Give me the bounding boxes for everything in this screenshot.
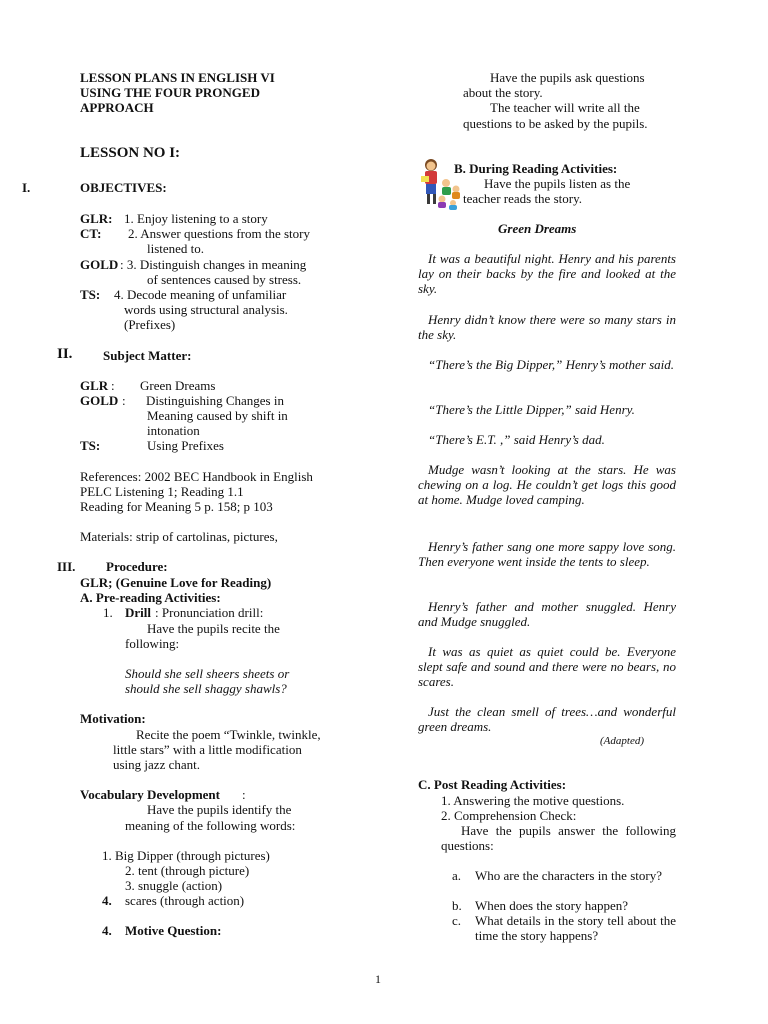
motivation-label: Motivation: [80, 711, 146, 726]
subj-ts-text: Using Prefixes [147, 438, 224, 453]
obj-glr-text: 1. Enjoy listening to a story [124, 211, 268, 226]
vocab-word-1: 1. Big Dipper (through pictures) [102, 848, 270, 863]
post-reading-item-1: 1. Answering the motive questions. [441, 793, 625, 808]
vocab-label: Vocabulary Development [80, 787, 220, 802]
post-reading-item-2: 2. Comprehension Check: [441, 808, 577, 823]
header-line-2: USING THE FOUR PRONGED [80, 85, 260, 100]
obj-gold-text2: of sentences caused by stress. [147, 272, 302, 287]
question-a: Who are the characters in the story? [475, 868, 662, 883]
page-number: 1 [375, 972, 381, 986]
during-reading-text-1: Have the pupils listen as the [484, 176, 631, 191]
subj-glr-label: GLR [80, 378, 109, 393]
during-reading-text-2: teacher reads the story. [463, 191, 582, 206]
story-paragraph-9: It was as quiet as quiet could be. Everyone slept safe and sound and there were no bears, no scares. [418, 644, 676, 689]
procedure-glr: GLR; (Genuine Love for Reading) [80, 575, 272, 590]
obj-ts-text3: (Prefixes) [124, 317, 176, 332]
intro-line-4: questions to be asked by the pupils. [463, 116, 648, 131]
motivation-text-3: using jazz chant. [113, 757, 200, 772]
tongue-twister-1: Should she sell sheers sheets or [125, 666, 290, 681]
question-a-label: a. [452, 868, 462, 883]
subj-glr-text: Green Dreams [140, 378, 216, 393]
question-b: When does the story happen? [475, 898, 629, 913]
materials-line: Materials: strip of cartolinas, pictures, [80, 529, 278, 544]
references-line-3: Reading for Meaning 5 p. 158; p 103 [80, 499, 273, 514]
objectives-number: I. [22, 180, 31, 195]
vocab-word-3: 3. snuggle (action) [125, 878, 223, 893]
drill-number: 1. [103, 605, 113, 620]
drill-label: Drill [125, 605, 151, 620]
procedure-number: III. [57, 559, 76, 574]
procedure-heading: Procedure: [106, 559, 168, 574]
motive-question-label: Motive Question: [125, 923, 222, 938]
vocab-word-4-number: 4. [102, 893, 112, 908]
during-reading-heading: B. During Reading Activities: [454, 161, 618, 176]
question-b-label: b. [452, 898, 462, 913]
vocab-instruction-2: meaning of the following words: [125, 818, 296, 833]
story-paragraph-4: “There’s the Little Dipper,” said Henry. [428, 402, 635, 417]
drill-instruction-2: following: [125, 636, 180, 651]
story-paragraph-3: “There’s the Big Dipper,” Henry’s mother said. [428, 357, 675, 372]
references-line-1: References: 2002 BEC Handbook in English [80, 469, 313, 484]
story-paragraph-10: Just the clean smell of trees…and wonderful green dreams. [418, 704, 676, 734]
vocab-word-4: scares (through action) [125, 893, 245, 908]
subj-glr-colon: : [111, 378, 115, 393]
obj-ct-label: CT: [80, 226, 102, 241]
story-title: Green Dreams [498, 221, 577, 236]
intro-line-1: Have the pupils ask questions [490, 70, 645, 85]
drill-text: : Pronunciation drill: [155, 605, 264, 620]
vocab-word-2: 2. tent (through picture) [125, 863, 250, 878]
subj-gold-text3: intonation [147, 423, 200, 438]
adapted-note: (Adapted) [600, 735, 644, 747]
pre-reading-heading: A. Pre-reading Activities: [80, 590, 221, 605]
story-paragraph-2: Henry didn’t know there were so many stars in the sky. [418, 312, 676, 342]
objectives-heading: OBJECTIVES: [80, 180, 167, 195]
obj-glr-label: GLR: [80, 211, 113, 226]
obj-ct-text2: listened to. [147, 241, 205, 256]
header-line-1: LESSON PLANS IN ENGLISH VI [80, 70, 275, 85]
obj-gold-text1: : 3. Distinguish changes in meaning [120, 257, 307, 272]
motive-question-number: 4. [102, 923, 112, 938]
obj-ts-text1: 4. Decode meaning of unfamiliar [114, 287, 287, 302]
story-paragraph-7: Henry’s father sang one more sappy love song. Then everyone went inside the tents to sleep. [418, 539, 676, 569]
subject-number: II. [57, 346, 73, 362]
header-line-3: APPROACH [80, 100, 154, 115]
tongue-twister-2: should she sell shaggy shawls? [125, 681, 287, 696]
post-reading-instruction: Have the pupils answer the following questions: [441, 823, 676, 853]
subject-heading: Subject Matter: [103, 348, 192, 363]
intro-line-3: The teacher will write all the [490, 100, 640, 115]
motivation-text-2: little stars” with a little modification [113, 742, 302, 757]
intro-line-2: about the story. [463, 85, 543, 100]
story-paragraph-8: Henry’s father and mother snuggled. Henry and Mudge snuggled. [418, 599, 676, 629]
subj-ts-label: TS: [80, 438, 101, 453]
obj-gold-label: GOLD [80, 257, 119, 272]
lesson-title: LESSON NO I: [80, 145, 181, 161]
question-c: What details in the story tell about the time the story happens? [475, 913, 676, 943]
subj-gold-label: GOLD [80, 393, 119, 408]
vocab-colon: : [242, 787, 246, 802]
story-paragraph-6: Mudge wasn’t looking at the stars. He was chewing on a log. He couldn’t get logs this good at home. Mudge loved camping. [418, 462, 676, 507]
story-paragraph-1: It was a beautiful night. Henry and his parents lay on their backs by the fire and looked at the sky. [418, 251, 676, 296]
subj-gold-text1: Distinguishing Changes in [146, 393, 284, 408]
subj-gold-colon: : [122, 393, 126, 408]
obj-ts-text2: words using structural analysis. [124, 302, 288, 317]
drill-instruction-1: Have the pupils recite the [147, 621, 280, 636]
motivation-text-1: Recite the poem “Twinkle, twinkle, [136, 727, 321, 742]
obj-ts-label: TS: [80, 287, 101, 302]
subj-gold-text2: Meaning caused by shift in [147, 408, 288, 423]
post-reading-heading: C. Post Reading Activities: [418, 777, 567, 792]
story-paragraph-5: “There’s E.T. ,” said Henry’s dad. [428, 432, 605, 447]
question-c-label: c. [452, 913, 462, 928]
references-line-2: PELC Listening 1; Reading 1.1 [80, 484, 244, 499]
vocab-instruction-1: Have the pupils identify the [147, 802, 292, 817]
obj-ct-text1: 2. Answer questions from the story [128, 226, 310, 241]
